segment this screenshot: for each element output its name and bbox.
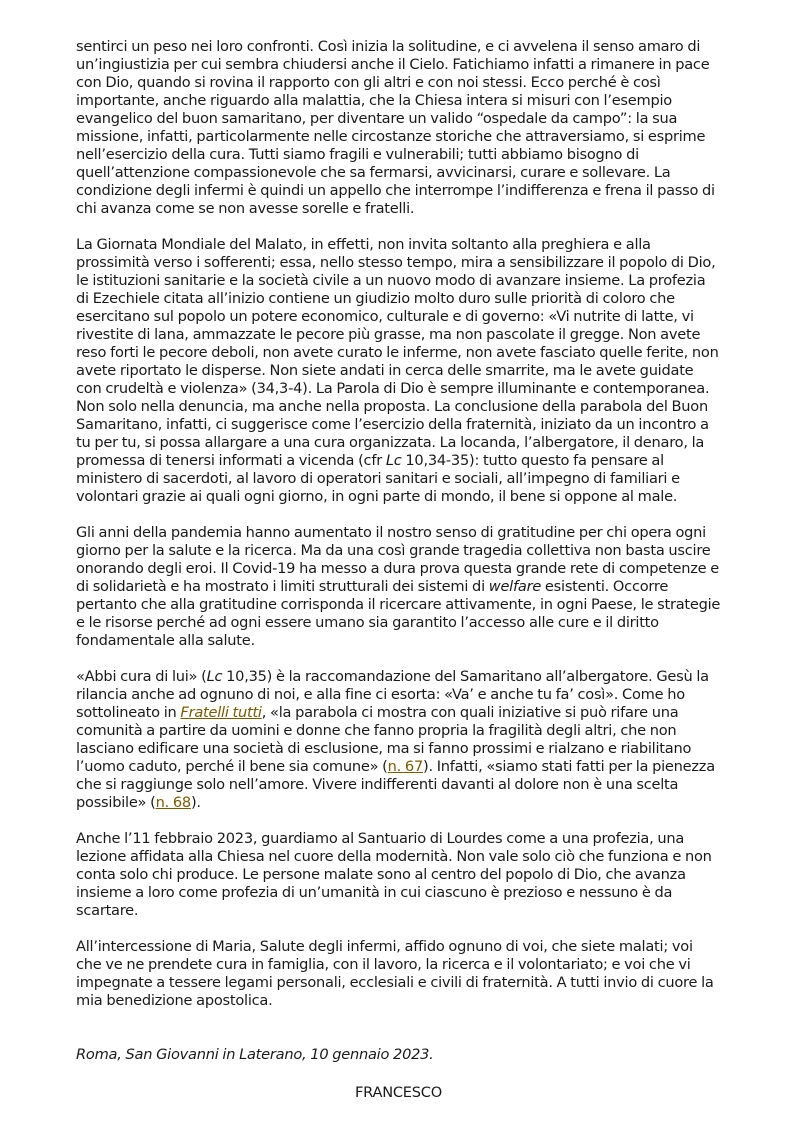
fratelli-tutti-link[interactable]: Fratelli tutti	[180, 704, 262, 721]
paragraph-3	[76, 524, 721, 650]
paragraph-3-text-b: esistenti. Occorre pertanto che alla gratitudine corrisponda il ricercare attivamente, in ogni Paese, le strategie e le risorse perché ad ogni essere umano sia garantito l’accesso alle cure e il diritto fondamentale alla salute.	[76, 578, 721, 649]
paragraph-6-text: All’intercessione di Maria, Salute degli infermi, affido ognuno di voi, che siete malati; voi che ve ne prendete cura in famiglia, con il lavoro, la ricerca e il volontariato; e voi che vi impegnate a tessere legami personali, ecclesiali e civili di fraternità. A tutti invio di cuore la mia benedizione apostolica.	[76, 938, 714, 1009]
n67-link[interactable]: n. 67	[387, 758, 423, 775]
paragraph-1-text: sentirci un peso nei loro confronti. Così inizia la solitudine, e ci avvelena il senso amaro di un’ingiustizia per cui sembra chiudersi anche il Cielo. Fatichiamo infatti a rimanere in pace con Dio, quando si rovina il rapporto con gli altri e con noi stessi. Ecco perché è così importante, anche riguardo alla malattia, che la Chiesa intera si misuri con l’esempio evangelico del buon samaritano, per diventare un valido “ospedale da campo”: la sua missione, infatti, particolarmente nelle circostanze storiche che attraversiamo, si esprime nell’esercizio della cura. Tutti siamo fragili e vulnerabili; tutti abbiamo bisogno di quell’attenzione compassionevole che sa fermarsi, avvicinarsi, curare e sollevare. La condizione degli infermi è quindi un appello che interrompe l’indifferenza e frena il passo di chi avanza come se non avesse sorelle e fratelli.	[76, 38, 715, 217]
paragraph-4-text-e: ).	[190, 794, 201, 811]
paragraph-5	[76, 830, 721, 920]
paragraph-5-text: Anche l’11 febbraio 2023, guardiamo al Santuario di Lourdes come a una profezia, una lezione affidata alla Chiesa nel cuore della modernità. Non vale solo ciò che funziona e non conta solo chi produce. Le persone malate sono al centro del popolo di Dio, che avanza insieme a loro come profezia di un’umanità in cui ciascuno è prezioso e nessuno è da scartare.	[76, 830, 712, 919]
paragraph-4-text-b: 10,35) è la raccomandazione del Samaritano all’albergatore. Gesù la rilancia anche ad ognuno di noi, e alla fine ci esorta: «Va’ e anche tu fa’ così». Come ho sottolineato in	[76, 668, 709, 721]
paragraph-2	[76, 236, 721, 506]
paragraph-4-text-a: «Abbi cura di lui» (	[76, 668, 207, 685]
document-page	[76, 38, 721, 1102]
paragraph-3-text-a: Gli anni della pandemia hanno aumentato il nostro senso di gratitudine per chi opera ogni giorno per la salute e la ricerca. Ma da una così grande tragedia collettiva non basta uscire onorando degli eroi. Il Covid-19 ha messo a dura prova questa grande rete di competenze e di solidarietà e ha mostrato i limiti strutturali dei sistemi di	[76, 524, 719, 595]
paragraph-2-text-b: 10,34-35): tutto questo fa pensare al ministero di sacerdoti, al lavoro di operatori sanitari e sociali, all’impegno di familiari e volontari grazie ai quali ogni giorno, in ogni parte di mondo, il bene si oppone al male.	[76, 452, 680, 505]
n68-link[interactable]: n. 68	[155, 794, 191, 811]
paragraph-6	[76, 938, 721, 1010]
signature: FRANCESCO	[355, 1084, 442, 1101]
paragraph-4-text-d: ). Infatti, «siamo stati fatti per la pienezza che si raggiunge solo nell’amore. Vivere indifferenti davanti al dolore non è una scelta possibile» (	[76, 758, 715, 811]
paragraph-1	[76, 38, 721, 218]
paragraph-2-text-a: La Giornata Mondiale del Malato, in effetti, non invita soltanto alla preghiera e alla prossimità verso i sofferenti; essa, nello stesso tempo, mira a sensibilizzare il popolo di Dio, le istituzioni sanitarie e la società civile a un nuovo modo di avanzare insieme. La profezia di Ezechiele citata all’inizio contiene un giudizio molto duro sulle priorità di coloro che esercitano sul popolo un potere economico, culturale e di governo: «Vi nutrite di latte, vi rivestite di lana, ammazzate le pecore più grasse, ma non pascolate il gregge. Non avete reso forti le pecore deboli, non avete curato le inferme, non avete fasciato quelle ferite, non avete riportato le disperse. Non siete andati in cerca delle smarrite, ma le avete guidate con crudeltà e violenza» (34,3-4). La Parola di Dio è sempre illuminante e contemporanea. Non solo nella denuncia, ma anche nella proposta. La conclusione della parabola del Buon Samaritano, infatti, ci suggerisce come l’esercizio della fraternità, iniziato da un incontro a tu per tu, si possa allargare a una cura organizzata. La locanda, l’albergatore, il denaro, la promessa di tenersi informati a vicenda (cfr	[76, 236, 719, 469]
paragraph-4-text-c: , «la parabola ci mostra con quali iniziative si può rifare una comunità a partire da uomini e donne che fanno propria la fragilità degli altri, che non lasciano edificare una società di esclusione, ma si fanno prossimi e rialzano e riabilitano l’uomo caduto, perché il bene sia comune» (	[76, 704, 692, 775]
paragraph-2-citation-lc: Lc	[385, 452, 402, 469]
paragraph-4-citation-lc: Lc	[206, 668, 223, 685]
paragraph-4	[76, 668, 721, 812]
paragraph-3-welfare: welfare	[488, 578, 542, 595]
place-date: Roma, San Giovanni in Laterano, 10 gennaio 2023.	[76, 1046, 434, 1063]
